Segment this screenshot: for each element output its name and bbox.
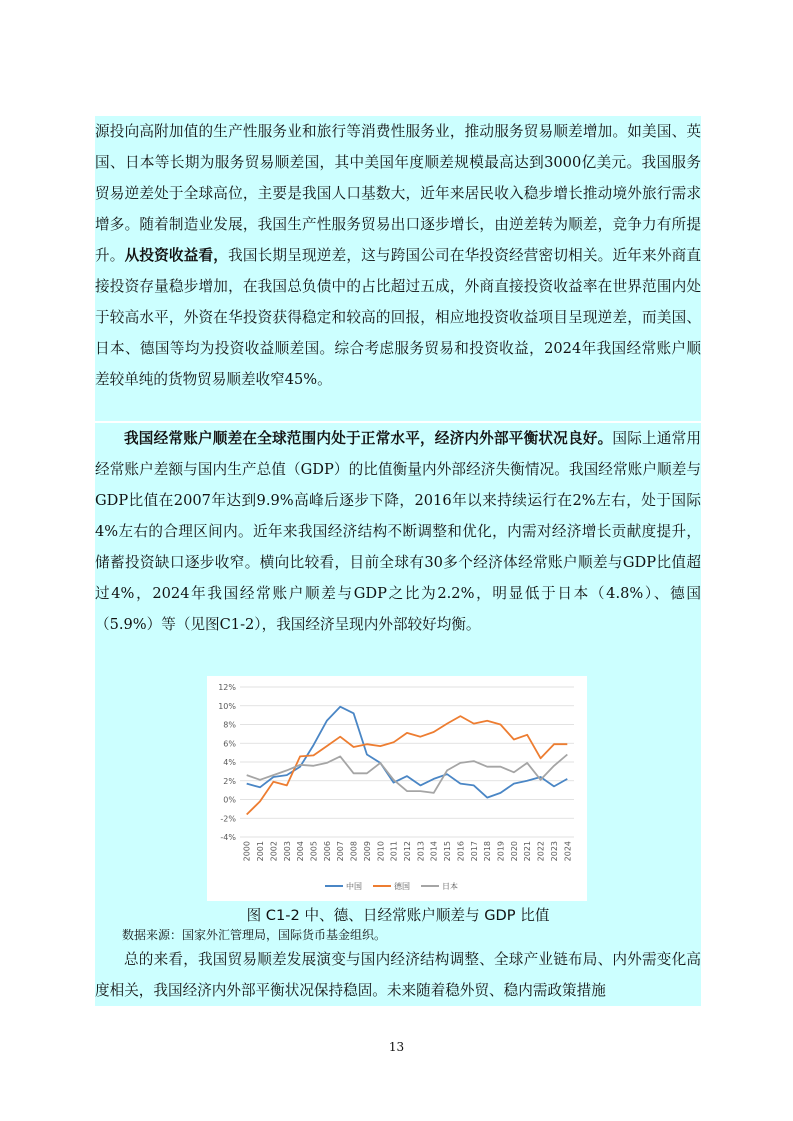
paragraph-conclusion bbox=[95, 944, 701, 1006]
y-tick-label: 4% bbox=[223, 758, 236, 767]
x-tick-label: 2023 bbox=[549, 841, 559, 862]
legend-label: 日本 bbox=[442, 882, 458, 891]
y-tick-label: 10% bbox=[218, 701, 236, 711]
line-chart bbox=[207, 676, 587, 901]
x-tick-label: 2000 bbox=[242, 841, 252, 862]
y-tick-label: 0% bbox=[223, 795, 236, 805]
y-tick-label: -4% bbox=[220, 833, 236, 842]
paragraph-text: 我国长期呈现逆差，这与跨国公司在华投资经营密切相关。近年来外商直接投资存量稳步增加，在我国总负债中的占比超过五成，外商直接投资收益率在世界范围内处于较高水平，外资在华投资获得稳定和较高的回报，相应地投资收益项目呈现逆差，而美国、日本、德国等均为投资收益顺差国。综合考虑服务贸易和投资收益，2024年我国经常账户顺差较单纯的货物贸易顺差收窄45%。 bbox=[95, 247, 701, 388]
x-tick-label: 2014 bbox=[429, 841, 439, 862]
y-tick-label: 12% bbox=[218, 683, 236, 692]
y-tick-label: -2% bbox=[220, 814, 236, 824]
legend-label: 中国 bbox=[346, 882, 362, 891]
legend-label: 德国 bbox=[394, 882, 410, 891]
x-tick-label: 2021 bbox=[523, 841, 533, 862]
x-tick-label: 2016 bbox=[456, 841, 466, 862]
x-tick-label: 2017 bbox=[469, 841, 479, 862]
x-tick-label: 2012 bbox=[403, 841, 412, 862]
paragraph-text: 总的来看，我国贸易顺差发展演变与国内经济结构调整、全球产业链布局、内外需变化高度相关，我国经济内外部平衡状况保持稳固。未来随着稳外贸、稳内需政策措施 bbox=[95, 951, 701, 999]
y-tick-label: 8% bbox=[223, 720, 236, 730]
data-source-note: 数据来源：国家外汇管理局，国际货币基金组织。 bbox=[122, 928, 387, 942]
series-line-中国 bbox=[247, 707, 568, 798]
x-tick-label: 2009 bbox=[362, 841, 372, 862]
x-tick-label: 2006 bbox=[322, 841, 332, 862]
x-tick-label: 2001 bbox=[256, 841, 266, 862]
x-tick-label: 2004 bbox=[296, 841, 306, 862]
x-tick-label: 2020 bbox=[509, 841, 519, 862]
series-line-日本 bbox=[247, 755, 568, 793]
x-tick-label: 2018 bbox=[483, 841, 493, 862]
x-tick-label: 2003 bbox=[282, 841, 292, 862]
y-tick-label: 6% bbox=[223, 739, 236, 749]
x-tick-label: 2002 bbox=[269, 841, 279, 862]
x-tick-label: 2013 bbox=[416, 841, 426, 862]
x-tick-label: 2019 bbox=[496, 841, 506, 862]
paragraph-text: 源投向高附加值的生产性服务业和旅行等消费性服务业，推动服务贸易顺差增加。如美国、英国、日本等长期为服务贸易顺差国，其中美国年度顺差规模最高达到3000亿美元。我国服务贸易逆差处于全球高位，主要是我国人口基数大，近年来居民收入稳步增长推动境外旅行需求增多。随着制造业发展，我国生产性服务贸易出口逐步增长，由逆差转为顺差，竞争力有所提升。 bbox=[95, 123, 701, 264]
paragraph-services-investment bbox=[95, 116, 701, 395]
x-tick-label: 2011 bbox=[389, 841, 399, 862]
x-tick-label: 2005 bbox=[309, 841, 319, 862]
x-tick-label: 2024 bbox=[563, 841, 573, 862]
figure-caption: 图 C1-2 中、德、日经常账户顺差与 GDP 比值 bbox=[246, 907, 550, 924]
bold-lead: 从投资收益看， bbox=[124, 247, 229, 264]
bold-lead: 我国经常账户顺差在全球范围内处于正常水平，经济内外部平衡状况良好。 bbox=[124, 430, 613, 447]
x-tick-label: 2007 bbox=[336, 841, 346, 862]
chart-svg bbox=[207, 676, 587, 901]
x-tick-label: 2008 bbox=[349, 841, 359, 862]
y-tick-label: 2% bbox=[223, 776, 236, 786]
page-number: 13 bbox=[388, 1040, 405, 1054]
x-tick-label: 2015 bbox=[443, 841, 453, 862]
paragraph-current-account bbox=[95, 423, 701, 640]
x-tick-label: 2022 bbox=[536, 841, 546, 862]
x-tick-label: 2010 bbox=[376, 841, 386, 862]
paragraph-text: 国际上通常用经常账户差额与国内生产总值（GDP）的比值衡量内外部经济失衡情况。我国经常账户顺差与GDP比值在2007年达到9.9%高峰后逐步下降，2016年以来持续运行在2%左右，处于国际4%左右的合理区间内。近年来我国经济结构不断调整和优化，内需对经济增长贡献度提升，储蓄投资缺口逐步收窄。横向比较看，目前全球有30多个经济体经常账户顺差与GDP比值超过4%，2024年我国经常账户顺差与GDP之比为2.2%，明显低于日本（4.8%）、德国（5.9%）等（见图C1-2），我国经济呈现内外部较好均衡。 bbox=[95, 430, 701, 633]
chart-figure bbox=[207, 676, 587, 901]
